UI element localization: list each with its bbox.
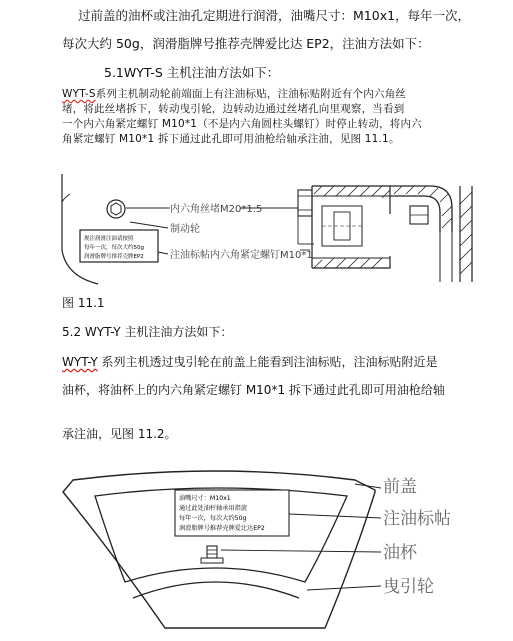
plug-hex-icon	[107, 200, 125, 218]
s51-paragraph-line-2: 堵，将此丝堵拆下，转动曳引轮，边转动边通过丝堵孔向里观察，当看到	[62, 103, 405, 115]
figure-11-1-caption: 图 11.1	[62, 296, 105, 310]
fig1-label-sticker: 注油标帖	[170, 250, 210, 261]
fig2-sticker-line-2: 通过此处油杆轴承用指旋	[179, 505, 248, 512]
fig2-label-sticker: 注油标帖	[383, 509, 451, 529]
s51-paragraph-line-3: 一个内六角紧定螺钉 M10*1（不是内六角圆柱头螺钉）时停止转动，将内六	[62, 118, 422, 130]
s52-paragraph-line-2: 油杯，将油杯上的内六角紧定螺钉 M10*1 拆下通过此孔即可用油枪给轴	[62, 383, 445, 397]
fig2-label-wheel: 曳引轮	[383, 577, 434, 597]
fig1-sticker-line-2: 每年一次，每次大约50g	[84, 245, 144, 251]
fig2-label-cup: 油杯	[383, 543, 417, 563]
s52-paragraph-line-3: 承注油，见图 11.2。	[62, 427, 177, 441]
fig1-label-plug: 内六角丝堵M20*1.5	[170, 204, 263, 215]
fig2-sticker-line-4: 润滑脂牌号推荐壳牌爱比达EP2	[179, 525, 265, 532]
traction-wheel-arc	[133, 582, 299, 598]
fig1-sticker-line-3: 润滑脂牌号推荐壳牌EP2	[84, 254, 144, 260]
s51-paragraph-line-1	[62, 86, 406, 101]
fig2-sticker-line-1: 油嘴尺寸：M10x1	[179, 495, 231, 502]
brake-wheel-outline	[62, 174, 98, 284]
fig1-label-screw: 内六角紧定螺钉M10*1	[210, 250, 313, 261]
s52-line-1-text: 系列主机透过曳引轮在前盖上能看到注油标贴，注油标贴附近是	[97, 355, 438, 369]
fig1-cross-section	[298, 186, 472, 282]
section-5-1-heading: 5.1WYT-S 主机注油方法如下：	[104, 65, 280, 80]
s51-paragraph-line-4: 角紧定螺钉 M10*1 拆下通过此孔即可用油枪给轴承注油，见图 11.1。	[62, 133, 400, 145]
fig2-label-cover: 前盖	[383, 477, 417, 497]
section-5-2-heading: 5.2 WYT-Y 主机注油方法如下：	[62, 325, 233, 339]
intro-line-2: 每次大约 50g，润滑脂牌号推荐壳牌爱比达 EP2，注油方法如下：	[62, 36, 430, 51]
s51-model-wyt-s: WYT-S	[62, 88, 96, 100]
fig1-sticker-line-1: 规注润滑注油请按照	[84, 236, 134, 242]
fig1-label-wheel: 制动轮	[170, 224, 200, 235]
fig2-sticker-line-3: 每年一次，每次大约50g	[179, 515, 247, 522]
intro-line-1: 过前盖的油杯或注油孔定期进行润滑，油嘴尺寸：M10x1，每年一次，	[78, 8, 471, 23]
s52-model-wyt-y: WYT-Y	[62, 355, 98, 369]
figure-11-2	[55, 466, 505, 636]
figure-11-1	[60, 172, 510, 287]
s52-paragraph-line-1	[62, 353, 438, 370]
s51-line-1-text: 系列主机制动轮前端面上有注油标贴，注油标贴附近有个内六角丝	[95, 88, 407, 100]
oil-cup-icon	[201, 546, 223, 563]
